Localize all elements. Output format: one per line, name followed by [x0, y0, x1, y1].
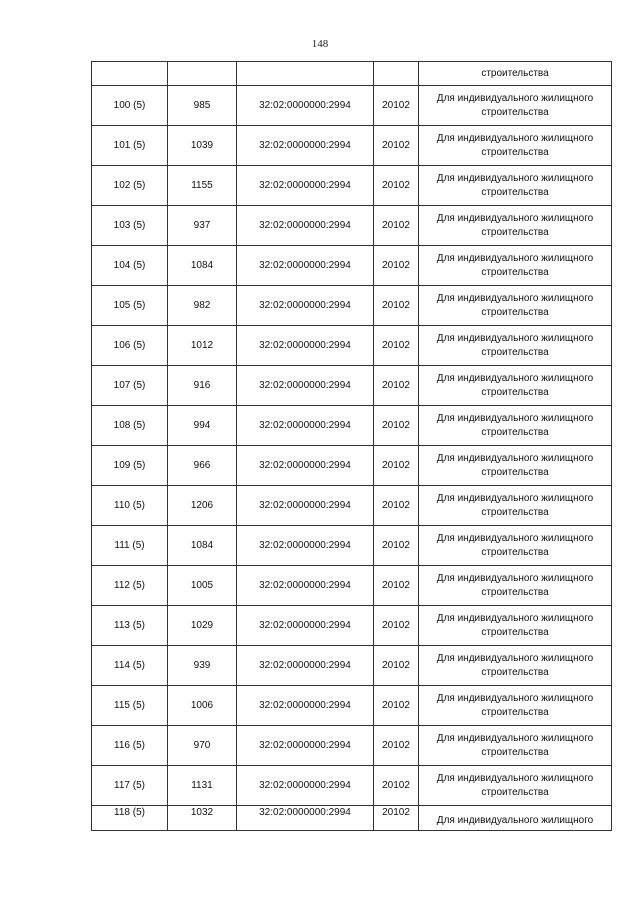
table-row [92, 366, 612, 406]
cell-code: 20102 [374, 366, 419, 406]
cell-area: 994 [168, 406, 237, 446]
table-row [92, 86, 612, 126]
table-row [92, 606, 612, 646]
cell-code: 20102 [374, 486, 419, 526]
cell-id: 102 (5) [92, 166, 168, 206]
cell-cadastral: 32:02:0000000:2994 [237, 246, 374, 286]
cell-code: 20102 [374, 646, 419, 686]
cell-cadastral: 32:02:0000000:2994 [237, 806, 374, 831]
cell-cadastral: 32:02:0000000:2994 [237, 646, 374, 686]
table-row [92, 726, 612, 766]
cell-purpose: Для индивидуального жилищного строительства [419, 606, 612, 646]
cell-cadastral: 32:02:0000000:2994 [237, 526, 374, 566]
cell-purpose: Для индивидуального жилищного строительства [419, 286, 612, 326]
cell-cadastral: 32:02:0000000:2994 [237, 766, 374, 806]
cell-id: 100 (5) [92, 86, 168, 126]
cell-area: 1032 [168, 806, 237, 831]
cell-area: 982 [168, 286, 237, 326]
cell-cadastral: 32:02:0000000:2994 [237, 686, 374, 726]
cell-area: 1206 [168, 486, 237, 526]
cell-cadastral: 32:02:0000000:2994 [237, 406, 374, 446]
cell-area: 1012 [168, 326, 237, 366]
cell-area: 937 [168, 206, 237, 246]
cell-area [168, 62, 237, 86]
cell-purpose: Для индивидуального жилищного строительства [419, 86, 612, 126]
cell-area: 970 [168, 726, 237, 766]
cell-code: 20102 [374, 726, 419, 766]
cell-id: 114 (5) [92, 646, 168, 686]
cell-area: 1006 [168, 686, 237, 726]
cell-cadastral: 32:02:0000000:2994 [237, 566, 374, 606]
cell-area: 1084 [168, 526, 237, 566]
cell-id: 106 (5) [92, 326, 168, 366]
cell-id: 118 (5) [92, 806, 168, 831]
cell-id: 110 (5) [92, 486, 168, 526]
cell-cadastral: 32:02:0000000:2994 [237, 326, 374, 366]
table-row [92, 126, 612, 166]
cell-area: 1084 [168, 246, 237, 286]
cell-cadastral: 32:02:0000000:2994 [237, 86, 374, 126]
table-row [92, 166, 612, 206]
cell-id: 113 (5) [92, 606, 168, 646]
table-row [92, 486, 612, 526]
continued-row [92, 62, 612, 86]
cell-area: 939 [168, 646, 237, 686]
cell-purpose: Для индивидуального жилищного строительства [419, 326, 612, 366]
table-row [92, 286, 612, 326]
cell-code: 20102 [374, 206, 419, 246]
table-row [92, 526, 612, 566]
cell-area: 1005 [168, 566, 237, 606]
cell-area: 1131 [168, 766, 237, 806]
cell-area: 1029 [168, 606, 237, 646]
cell-code: 20102 [374, 606, 419, 646]
cell-cadastral: 32:02:0000000:2994 [237, 606, 374, 646]
cell-purpose: Для индивидуального жилищного строительства [419, 126, 612, 166]
cell-id: 101 (5) [92, 126, 168, 166]
cell-purpose: Для индивидуального жилищного строительства [419, 246, 612, 286]
table-row [92, 326, 612, 366]
cell-code [374, 62, 419, 86]
cell-code: 20102 [374, 246, 419, 286]
table-row [92, 446, 612, 486]
cell-purpose: Для индивидуального жилищного строительства [419, 646, 612, 686]
cell-cadastral: 32:02:0000000:2994 [237, 726, 374, 766]
cell-purpose: Для индивидуального жилищного строительства [419, 486, 612, 526]
cell-id: 107 (5) [92, 366, 168, 406]
cell-cadastral: 32:02:0000000:2994 [237, 286, 374, 326]
cell-purpose: Для индивидуального жилищного строительства [419, 526, 612, 566]
cell-id: 115 (5) [92, 686, 168, 726]
cell-code: 20102 [374, 286, 419, 326]
cell-purpose: Для индивидуального жилищного строительства [419, 686, 612, 726]
cell-id: 109 (5) [92, 446, 168, 486]
table-row [92, 686, 612, 726]
table-row [92, 406, 612, 446]
cell-cadastral: 32:02:0000000:2994 [237, 486, 374, 526]
cell-id: 105 (5) [92, 286, 168, 326]
cell-code: 20102 [374, 166, 419, 206]
cell-cadastral: 32:02:0000000:2994 [237, 126, 374, 166]
cell-id: 104 (5) [92, 246, 168, 286]
cell-purpose: Для индивидуального жилищного строительства [419, 206, 612, 246]
table-row [92, 806, 612, 831]
cell-cadastral: 32:02:0000000:2994 [237, 206, 374, 246]
page-number: 148 [311, 38, 329, 50]
cell-purpose: строительства [419, 62, 612, 86]
cell-id: 116 (5) [92, 726, 168, 766]
cell-id: 103 (5) [92, 206, 168, 246]
cell-purpose: Для индивидуального жилищного строительства [419, 726, 612, 766]
cell-code: 20102 [374, 126, 419, 166]
cell-area: 916 [168, 366, 237, 406]
cell-purpose: Для индивидуального жилищного строительства [419, 166, 612, 206]
cell-id: 117 (5) [92, 766, 168, 806]
cell-purpose: Для индивидуального жилищного строительства [419, 766, 612, 806]
cell-purpose: Для индивидуального жилищного [419, 806, 612, 831]
cell-code: 20102 [374, 806, 419, 831]
cell-code: 20102 [374, 326, 419, 366]
cell-cadastral: 32:02:0000000:2994 [237, 446, 374, 486]
table-row [92, 646, 612, 686]
cell-area: 985 [168, 86, 237, 126]
cell-id: 108 (5) [92, 406, 168, 446]
cell-purpose: Для индивидуального жилищного строительства [419, 366, 612, 406]
cell-id: 112 (5) [92, 566, 168, 606]
table-row [92, 566, 612, 606]
land-parcels-table [91, 61, 612, 831]
cell-code: 20102 [374, 406, 419, 446]
cell-id [92, 62, 168, 86]
cell-code: 20102 [374, 446, 419, 486]
cell-code: 20102 [374, 766, 419, 806]
table-body [92, 62, 612, 831]
cell-purpose: Для индивидуального жилищного строительства [419, 446, 612, 486]
cell-cadastral: 32:02:0000000:2994 [237, 166, 374, 206]
table-row [92, 766, 612, 806]
cell-code: 20102 [374, 86, 419, 126]
cell-purpose: Для индивидуального жилищного строительства [419, 406, 612, 446]
table-row [92, 206, 612, 246]
cell-cadastral [237, 62, 374, 86]
cell-cadastral: 32:02:0000000:2994 [237, 366, 374, 406]
cell-code: 20102 [374, 566, 419, 606]
cell-code: 20102 [374, 686, 419, 726]
table-row [92, 246, 612, 286]
cell-area: 1155 [168, 166, 237, 206]
cell-area: 966 [168, 446, 237, 486]
cell-code: 20102 [374, 526, 419, 566]
cell-id: 111 (5) [92, 526, 168, 566]
cell-area: 1039 [168, 126, 237, 166]
cell-purpose: Для индивидуального жилищного строительства [419, 566, 612, 606]
